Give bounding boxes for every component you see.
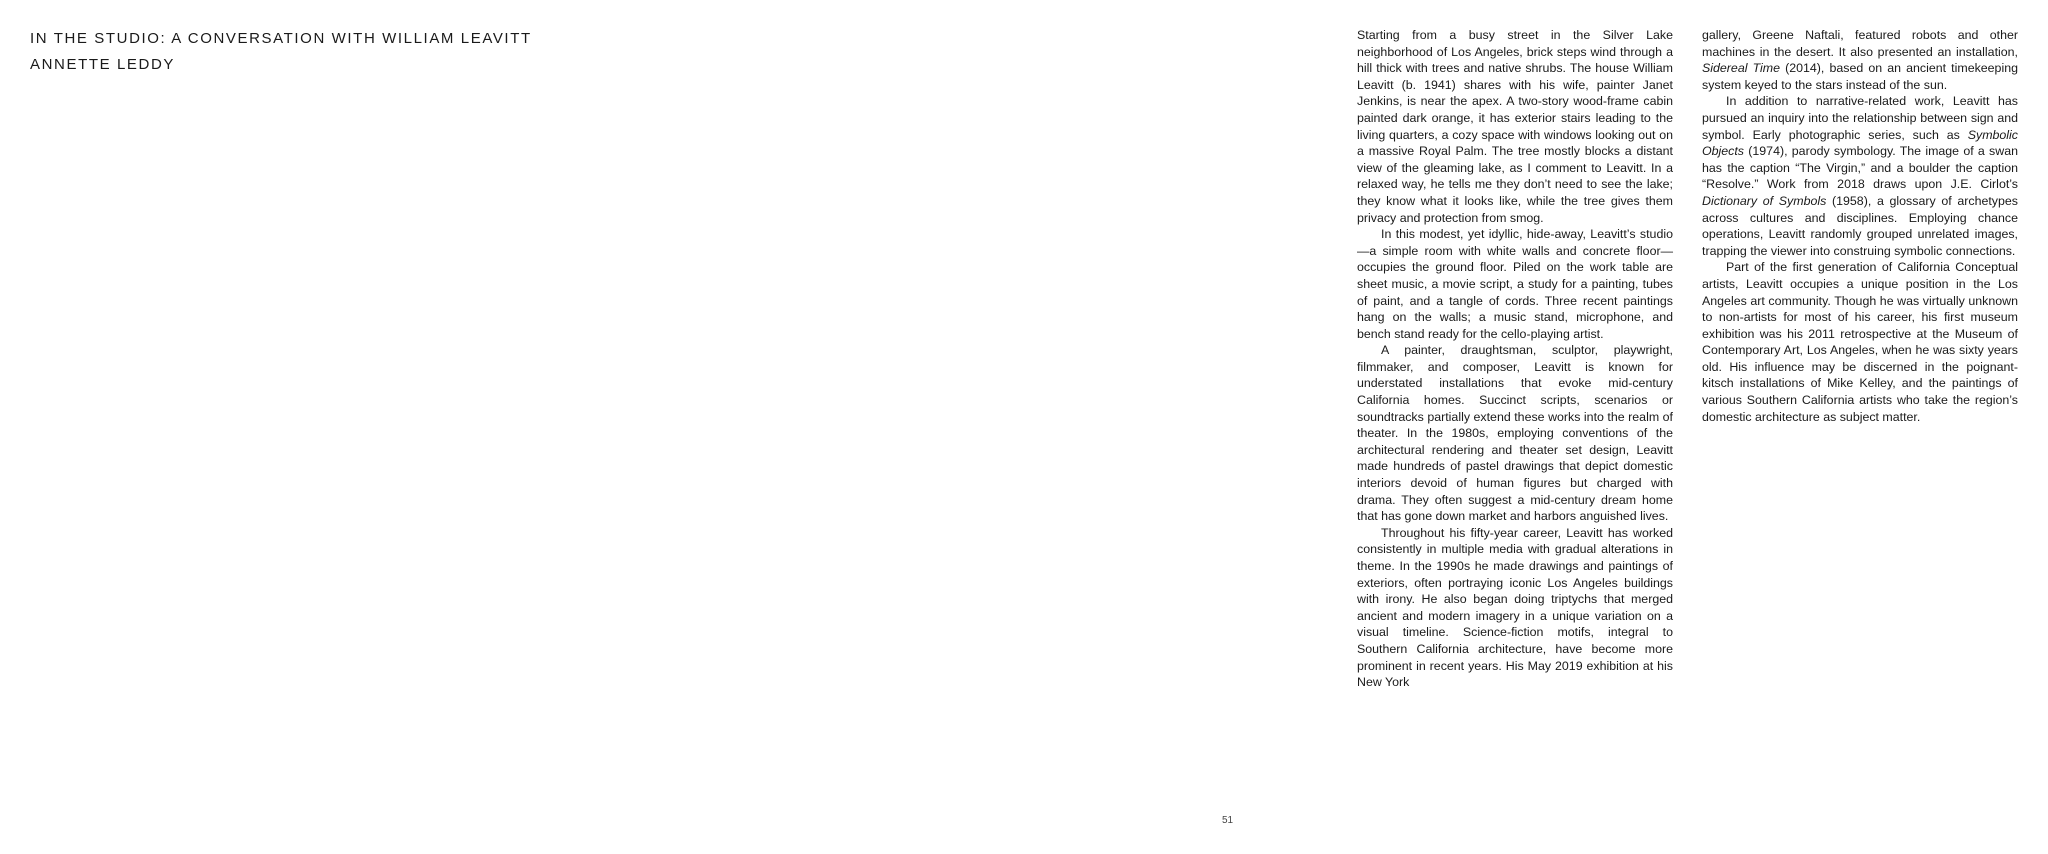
paragraph-5-text-b: (2014), based on an ancient timekeeping system keyed to the stars instead of the sun.	[1702, 61, 2018, 92]
paragraph-4: Throughout his fifty-year career, Leavitt has worked consistently in multiple media with gradual alterations in theme. In the 1990s he made drawings and paintings of exteriors, often portraying iconic Los Angeles buildings with irony. He also began doing triptychs that merged ancient and modern imagery in a unique variation on a visual timeline. Science-fiction motifs, integral to Southern California architecture, have become more prominent in recent years. His May 2019 exhibition at his New York	[1357, 525, 1673, 690]
paragraph-6-text-a: In addition to narrative-related work, Leavitt has pursued an inquiry into the relationship between sign and symbol. Early photographic series, such as	[1702, 94, 2018, 142]
paragraph-5	[1702, 27, 2018, 93]
work-title-sidereal-time: Sidereal Time	[1702, 61, 1780, 76]
paragraph-6-text-b: (1974), parody symbology. The image of a swan has the caption “The Virgin,” and a boulder the caption “Resolve.” Work from 2018 draws upon J.E. Cirlot’s	[1702, 144, 2018, 192]
text-column-right	[1702, 27, 2018, 425]
paragraph-7: Part of the first generation of California Conceptual artists, Leavitt occupies a unique position in the Los Angeles art community. Though he was virtually unknown to non-artists for most of his career, his first museum exhibition was his 2011 retrospective at the Museum of Contemporary Art, Los Angeles, when he was sixty years old. His influence may be discerned in the poignant-kitsch installations of Mike Kelley, and the paintings of various Southern California artists who take the region’s domestic architecture as subject matter.	[1702, 260, 2018, 424]
book-title-dictionary-of-symbols: Dictionary of Symbols	[1702, 193, 1827, 208]
article-header	[30, 29, 532, 74]
paragraph-2: In this modest, yet idyllic, hide-away, Leavitt’s studio—a simple room with white walls and concrete floor—occupies the ground floor. Piled on the work table are sheet music, a movie script, a study for a painting, tubes of paint, and a tangle of cords. Three recent paintings hang on the walls; a music stand, microphone, and bench stand ready for the cello-playing artist.	[1357, 227, 1673, 341]
article-author: ANNETTE LEDDY	[30, 56, 175, 73]
work-title-symbolic-objects: Symbolic Objects	[1702, 127, 2018, 159]
paragraph-6	[1702, 93, 2018, 259]
paragraph-1: Starting from a busy street in the Silver Lake neighborhood of Los Angeles, brick steps wind through a hill thick with trees and native shrubs. The house William Leavitt (b. 1941) shares with his wife, painter Janet Jenkins, is near the apex. A two-story wood-frame cabin painted dark orange, it has exterior stairs leading to the living quarters, a cozy space with windows looking out on a massive Royal Palm. The tree mostly blocks a distant view of the gleaming lake, as I comment to Leavitt. In a relaxed way, he tells me they don’t need to see the lake; they know what it looks like, while the tree gives them privacy and protection from smog.	[1357, 28, 1673, 225]
paragraph-3: A painter, draughtsman, sculptor, playwright, filmmaker, and composer, Leavitt is known for understated installations that evoke mid-century California homes. Succinct scripts, scenarios or soundtracks partially extend these works into the realm of theater. In the 1980s, employing conventions of the architectural rendering and theater set design, Leavitt made hundreds of pastel drawings that depict domestic interiors devoid of human figures but charged with drama. They often suggest a mid-century dream home that has gone down market and harbors anguished lives.	[1357, 343, 1673, 524]
text-column-left	[1357, 27, 1673, 691]
paragraph-5-text-a: gallery, Greene Naftali, featured robots and other machines in the desert. It also presented an installation,	[1702, 28, 2018, 59]
article-title: IN THE STUDIO: A CONVERSATION WITH WILLIAM LEAVITT	[30, 30, 532, 47]
paragraph-6-text-c: (1958), a glossary of archetypes across cultures and disciplines. Employing chance operations, Leavitt randomly grouped unrelated images, trapping the viewer into construing symbolic connections.	[1702, 193, 2018, 258]
page-number: 51	[1222, 815, 1234, 826]
